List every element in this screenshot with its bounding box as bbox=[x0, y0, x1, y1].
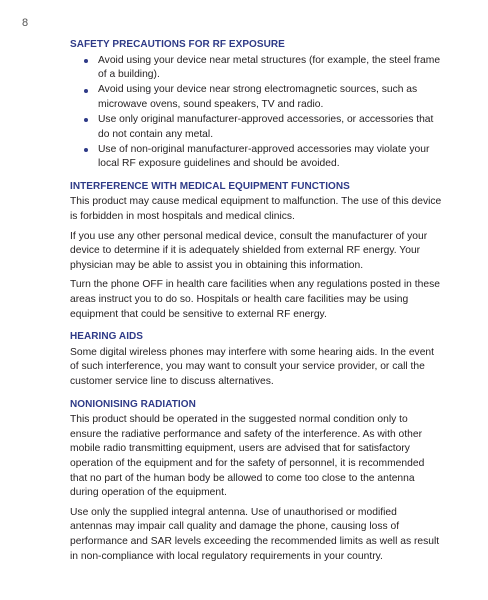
paragraph: Turn the phone OFF in health care facilities when any regulations posted in these areas instruct you to do so. Hospitals or health care facilities may be using equipment that could be sensitive to external RF energy. bbox=[70, 279, 440, 320]
paragraph: This product should be operated in the suggested normal condition only to ensure the radiative performance and safety of the interference. As with other mobile radio transmitting equipment, users are advised that for satisfactory operation of the equipment and for the safety of personnel, it is recommended that no part of the human body be allowed to come too close to the antenna during operation of the equipment. bbox=[70, 414, 425, 499]
section-nonionising-radiation bbox=[70, 398, 442, 565]
document-body bbox=[70, 38, 442, 572]
section-heading: INTERFERENCE WITH MEDICAL EQUIPMENT FUNCTIONS bbox=[70, 180, 350, 192]
section-medical-equipment bbox=[70, 180, 442, 322]
section-hearing-aids bbox=[70, 330, 442, 389]
bullet-list bbox=[70, 54, 442, 172]
paragraph: This product may cause medical equipment to malfunction. The use of this device is forbidden in most hospitals and medical clinics. bbox=[70, 196, 442, 223]
paragraph: If you use any other personal medical device, consult the manufacturer of your device to determine if it is adequately shielded from external RF energy. Your physician may be able to assist you in obtaining this information. bbox=[70, 230, 428, 271]
bullet-item: Avoid using your device near metal structures (for example, the steel frame of a building). bbox=[70, 54, 442, 83]
bullet-item: Avoid using your device near strong electromagnetic sources, such as microwave ovens, sound speakers, TV and radio. bbox=[70, 83, 442, 112]
section-heading: HEARING AIDS bbox=[70, 331, 144, 343]
bullet-item: Use only original manufacturer-approved accessories, or accessories that do not contain any metal. bbox=[70, 113, 442, 142]
section-heading: SAFETY PRECAUTIONS FOR RF EXPOSURE bbox=[70, 39, 285, 50]
page-number: 8 bbox=[22, 17, 29, 29]
paragraph: Some digital wireless phones may interfere with some hearing aids. In the event of such interference, you may want to consult your service provider, or call the customer service line to discuss alternatives. bbox=[70, 346, 435, 387]
section-rf-exposure bbox=[70, 38, 442, 172]
section-heading: NONIONISING RADIATION bbox=[70, 398, 196, 410]
bullet-item: Use of non-original manufacturer-approved accessories may violate your local RF exposure guidelines and should be avoided. bbox=[70, 143, 442, 172]
paragraph: Use only the supplied integral antenna. Use of unauthorised or modified antennas may impair call quality and damage the phone, causing loss of performance and SAR levels exceeding the recommended limits as well as result in non-compliance with local regulatory requirements in your country. bbox=[70, 506, 440, 562]
